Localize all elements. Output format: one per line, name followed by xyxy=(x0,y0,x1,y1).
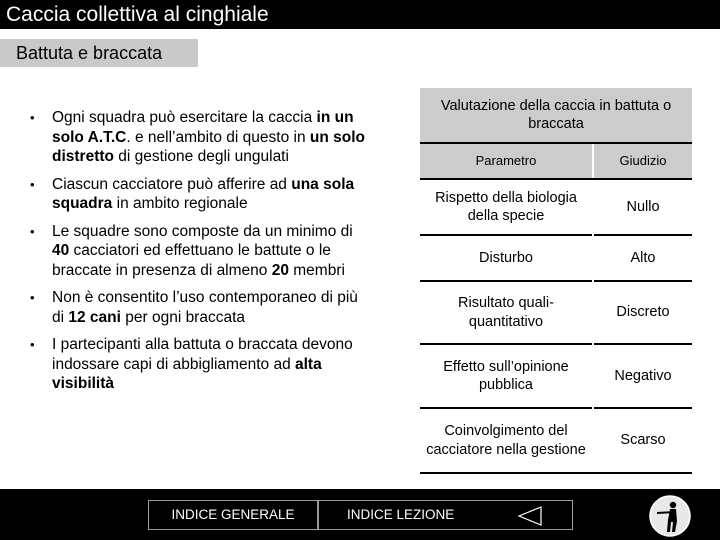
bullet-item xyxy=(28,175,373,214)
page-title: Caccia collettiva al cinghiale xyxy=(0,0,720,29)
bullet-list xyxy=(28,108,373,402)
giudizio-cell: Alto xyxy=(593,235,692,281)
indice-lezione-button[interactable] xyxy=(318,500,573,530)
indice-generale-button[interactable]: INDICE GENERALE xyxy=(148,500,318,530)
bullet-marker: • xyxy=(30,223,35,239)
giudizio-cell: Nullo xyxy=(593,179,692,235)
bullet-marker: • xyxy=(30,110,35,125)
table-row xyxy=(420,408,692,472)
bullet-text: Non è consentito l’uso contemporaneo di più di xyxy=(52,289,358,326)
section-subtitle: Battuta e braccata xyxy=(0,39,198,67)
bold-text: alta visibilità xyxy=(52,355,322,392)
bullet-text: I partecipanti alla battuta o braccata devono indossare capi di abbigliamento ad xyxy=(52,336,353,373)
bullet-item xyxy=(28,108,373,167)
bullet-text: Ogni squadra può esercitare la caccia xyxy=(52,109,317,126)
evaluation-table xyxy=(420,88,692,472)
bullet-marker: • xyxy=(30,176,35,192)
hunter-icon xyxy=(648,494,692,538)
column-header-giudizio: Giudizio xyxy=(593,143,692,179)
bold-text: un solo distretto xyxy=(52,128,365,165)
bullet-item xyxy=(28,222,373,281)
bullet-marker: • xyxy=(30,290,35,305)
bullet-text: cacciatori ed effettuano le battute o le braccate in presenza di almeno xyxy=(52,242,331,279)
bullet-text: Ciascun cacciatore può afferire ad xyxy=(52,175,292,193)
parametro-cell: Coinvolgimento del cacciatore nella gestione xyxy=(420,408,593,472)
parametro-cell: Risultato quali-quantitativo xyxy=(420,281,593,344)
bullet-text: per ogni braccata xyxy=(120,308,246,326)
bold-text: 20 xyxy=(271,261,289,279)
table-row xyxy=(420,281,692,344)
table-title: Valutazione della caccia in battuta o braccata xyxy=(420,88,692,143)
parametro-cell: Rispetto della biologia della specie xyxy=(420,179,593,235)
bullet-marker: • xyxy=(30,337,35,352)
table-row xyxy=(420,344,692,408)
bold-text: in un solo A.T.C xyxy=(52,109,354,146)
parametro-cell: Effetto sull’opinione pubblica xyxy=(420,344,593,408)
bullet-text: . e nell’ambito di questo in xyxy=(126,128,310,146)
bold-text: 12 cani xyxy=(68,308,121,326)
parametro-cell: Disturbo xyxy=(420,235,593,281)
bullet-text: di gestione degli ungulati xyxy=(114,148,289,165)
bold-text: 40 xyxy=(52,242,70,259)
bold-text: una sola squadra xyxy=(52,175,355,212)
bullet-item xyxy=(28,288,373,327)
triangle-left-icon[interactable] xyxy=(517,506,543,526)
giudizio-cell: Discreto xyxy=(593,281,692,344)
column-header-parametro: Parametro xyxy=(420,143,593,179)
table-row xyxy=(420,179,692,235)
indice-lezione-label: INDICE LEZIONE xyxy=(347,507,455,522)
table-row xyxy=(420,235,692,281)
bullet-text: Le squadre sono composte da un minimo di xyxy=(52,222,353,240)
bullet-text: in ambito regionale xyxy=(112,195,248,212)
bullet-item xyxy=(28,335,373,394)
bullet-text: membri xyxy=(288,261,345,279)
giudizio-cell: Negativo xyxy=(593,344,692,408)
giudizio-cell: Scarso xyxy=(593,408,692,472)
